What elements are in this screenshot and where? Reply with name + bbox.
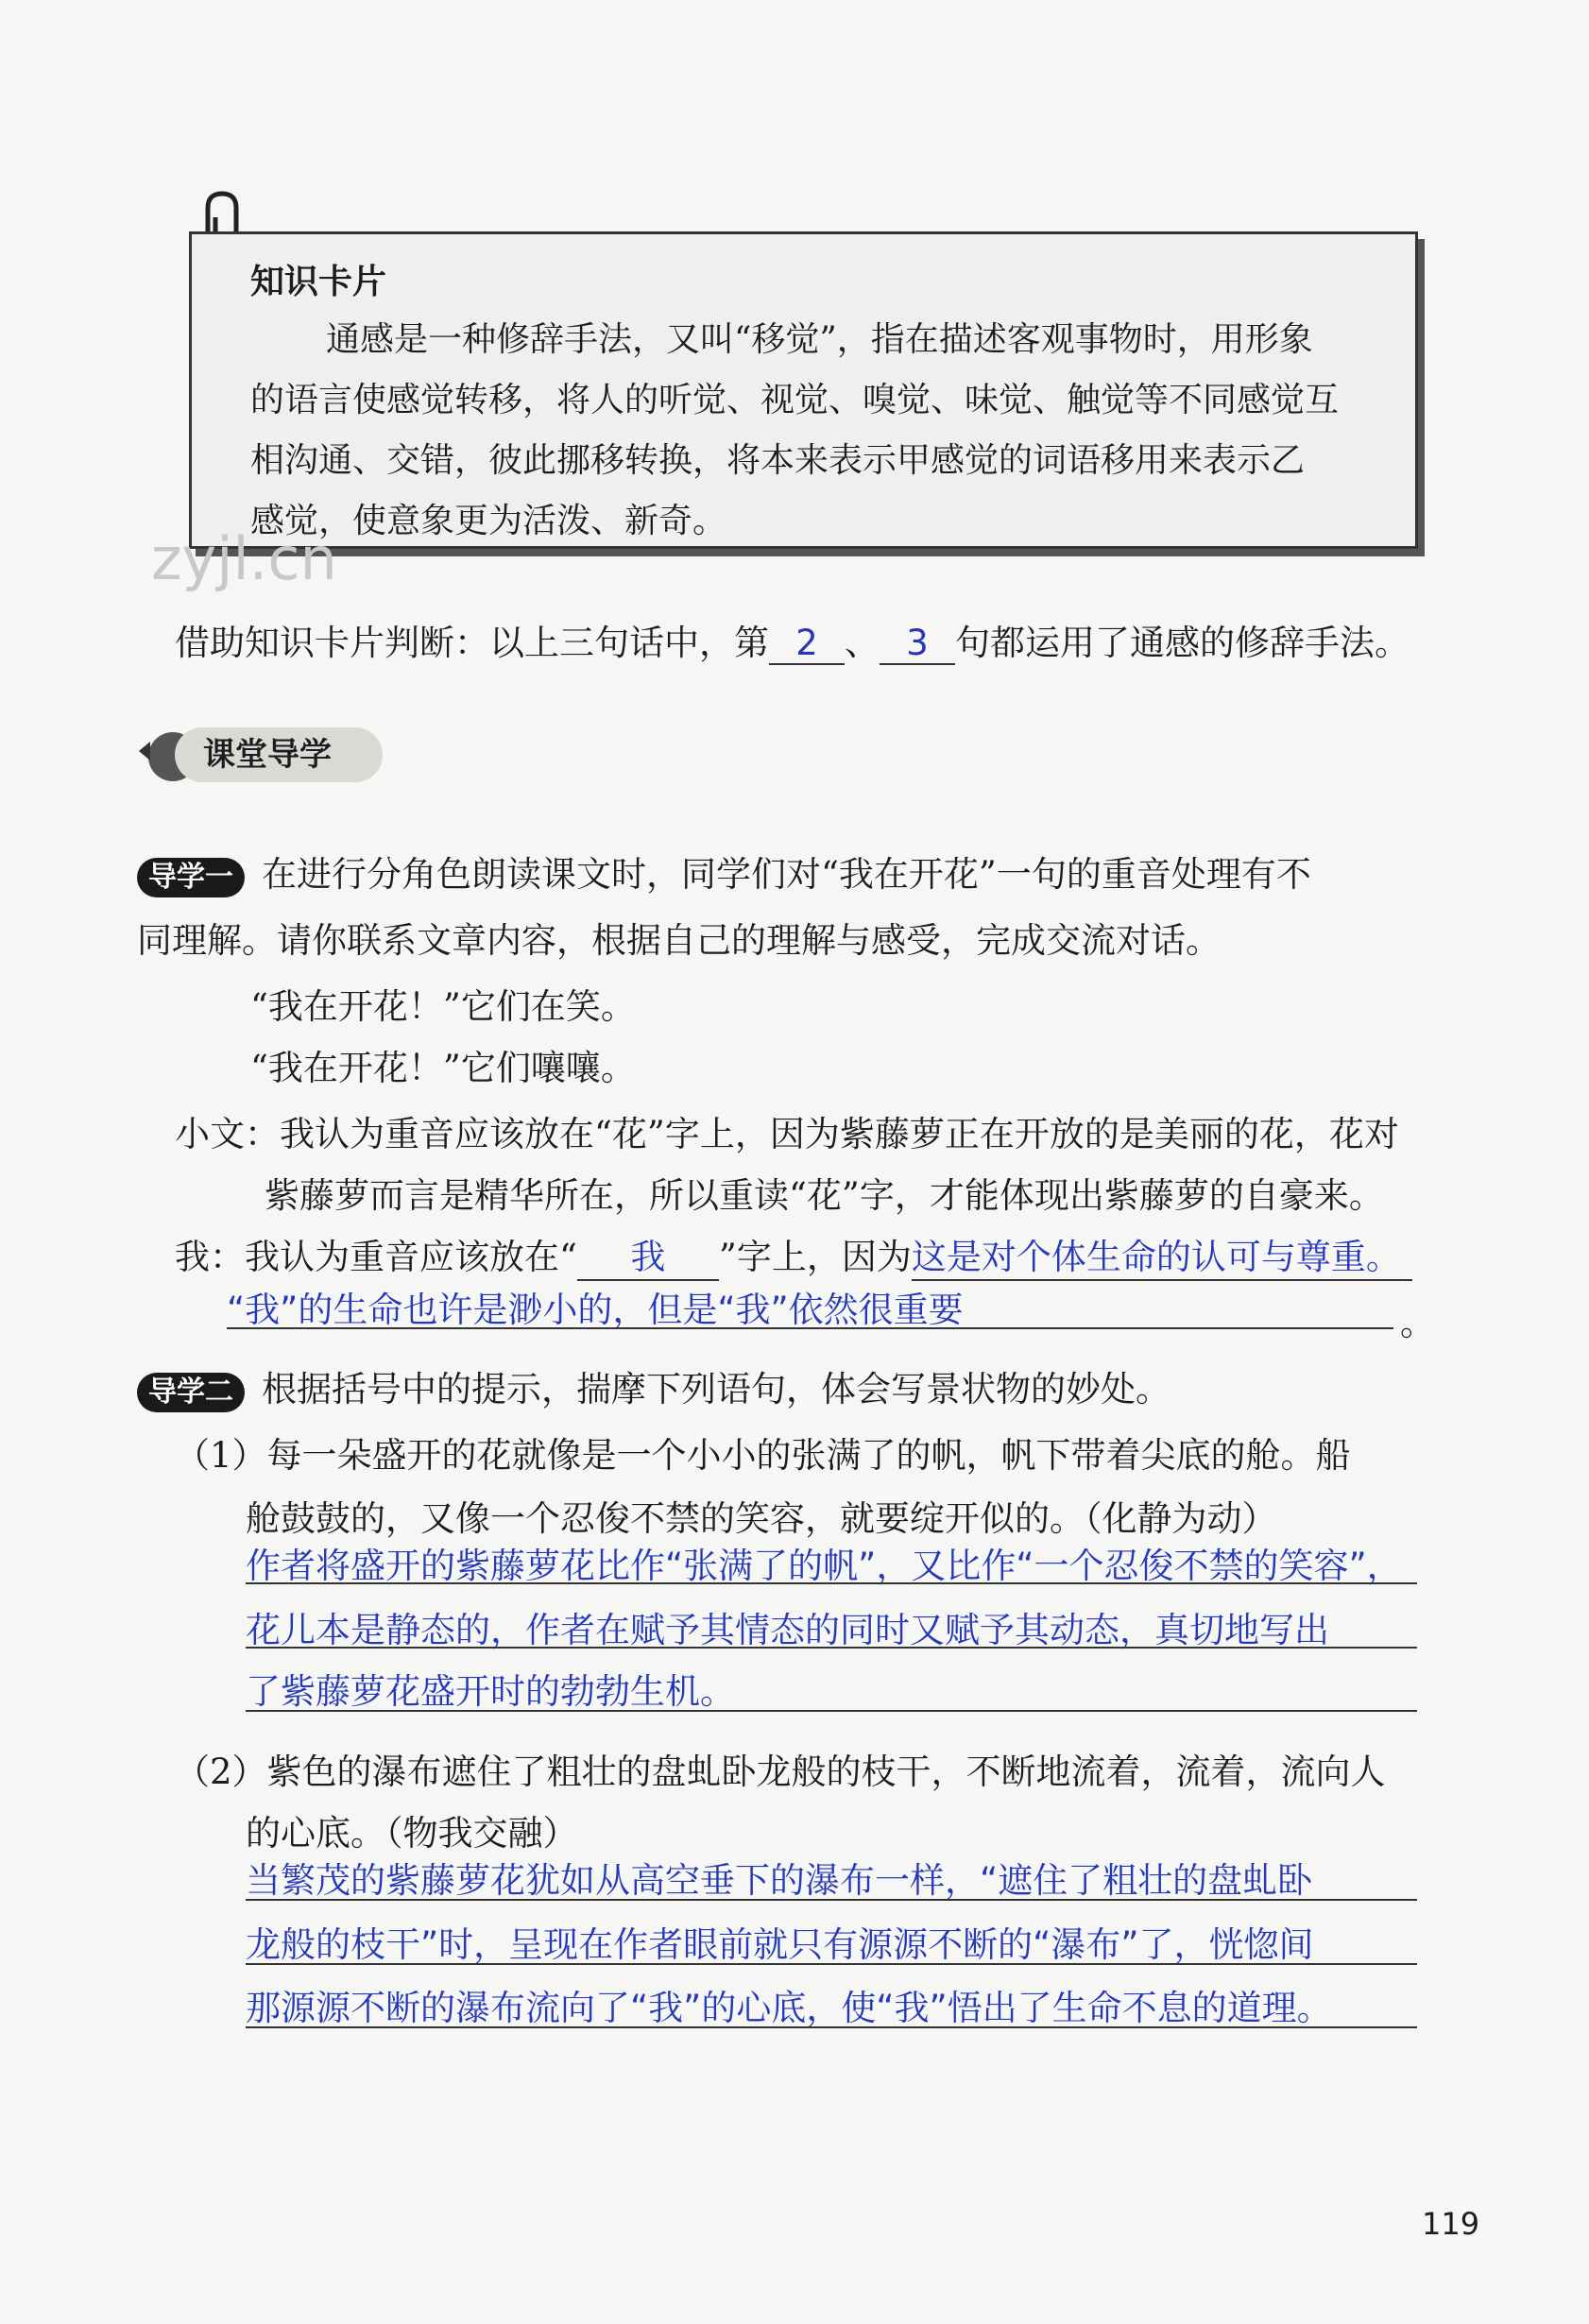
guide1-text: 在进行分角色朗读课文时，同学们对“我在开花”一句的重音处理有不 bbox=[262, 854, 1311, 895]
a1-line2: 花儿本是静态的，作者在赋予其情态的同时又赋予其动态，真切地写出 bbox=[246, 1610, 1329, 1650]
knowledge-card bbox=[189, 231, 1418, 549]
judge-answer-1: 2 bbox=[769, 623, 845, 665]
card-line: 通感是一种修辞手法，又叫“移觉”，指在描述客观事物时，用形象 bbox=[326, 320, 1313, 359]
judge-question bbox=[175, 614, 1410, 665]
a1-line3: 了紫藤萝花盛开时的勃勃生机。 bbox=[246, 1671, 735, 1712]
a1-line1: 作者将盛开的紫藤萝花比作“张满了的帆”，又比作“一个忍俊不禁的笑容”， bbox=[246, 1546, 1402, 1586]
xiaowen-line2: 紫藤萝而言是精华所在，所以重读“花”字，才能体现出紫藤萝的自豪来。 bbox=[265, 1175, 1384, 1216]
me-mid: ”字上，因为 bbox=[718, 1237, 912, 1277]
quote-1: “我在开花！”它们在笑。 bbox=[250, 986, 636, 1027]
judge-suffix: 句都运用了通感的修辞手法。 bbox=[955, 623, 1410, 663]
judge-sep: 、 bbox=[845, 623, 880, 663]
card-line: 的语言使感觉转移，将人的听觉、视觉、嗅觉、味觉、触觉等不同感觉互 bbox=[250, 381, 1340, 419]
me-reason-1: 这是对个体生命的认可与尊重。 bbox=[912, 1228, 1412, 1281]
me-reason-2: “我”的生命也许是渺小的，但是“我”依然很重要 bbox=[227, 1290, 964, 1330]
answer-line bbox=[246, 1899, 1417, 1901]
answer-line bbox=[246, 1963, 1417, 1965]
answer-line bbox=[246, 2026, 1417, 2028]
me-line1 bbox=[175, 1228, 1412, 1281]
me-answer: 我 bbox=[577, 1228, 719, 1281]
watermark: zyjl.cn bbox=[151, 524, 337, 593]
q2-line1: （2）紫色的瀑布遮住了粗壮的盘虬卧龙般的枝干，不断地流着，流着，流向人 bbox=[175, 1752, 1386, 1792]
card-body bbox=[250, 310, 1384, 552]
q1-line1: （1）每一朵盛开的花就像是一个小小的张满了的帆，帆下带着尖底的舱。船 bbox=[175, 1435, 1351, 1476]
card-title: 知识卡片 bbox=[250, 263, 387, 301]
guide2-intro: 根据括号中的提示，揣摩下列语句，体会写景状物的妙处。 bbox=[262, 1369, 1170, 1410]
a2-line3: 那源源不断的瀑布流向了“我”的心底，使“我”悟出了生命不息的道理。 bbox=[246, 1988, 1332, 2028]
guide2-tag: 导学二 bbox=[137, 1373, 245, 1412]
q2-line2: 的心底。（物我交融） bbox=[246, 1813, 578, 1854]
answer-line bbox=[246, 1710, 1417, 1712]
guide1-line2: 同理解。请你联系文章内容，根据自己的理解与感受，完成交流对话。 bbox=[137, 920, 1221, 961]
me-prefix: 我：我认为重音应该放在“ bbox=[175, 1237, 577, 1277]
a2-line2: 龙般的枝干”时，呈现在作者眼前就只有源源不断的“瀑布”了，恍惚间 bbox=[246, 1924, 1314, 1965]
answer-line bbox=[246, 1647, 1417, 1649]
quote-2: “我在开花！”它们嚷嚷。 bbox=[250, 1048, 636, 1088]
answer-line bbox=[227, 1327, 1393, 1329]
answer-line bbox=[246, 1582, 1417, 1584]
section-title: 课堂导学 bbox=[175, 727, 383, 782]
card-line: 相沟通、交错，彼此挪移转换，将本来表示甲感觉的词语移用来表示乙 bbox=[250, 441, 1306, 480]
judge-answer-2: 3 bbox=[880, 623, 955, 665]
judge-prefix: 借助知识卡片判断：以上三句话中，第 bbox=[175, 623, 769, 663]
a2-line1: 当繁茂的紫藤萝花犹如从高空垂下的瀑布一样，“遮住了粗壮的盘虬卧 bbox=[246, 1860, 1313, 1901]
guide1-tag: 导学一 bbox=[137, 858, 245, 897]
guide2-intro-line bbox=[137, 1360, 1170, 1412]
q1-line2: 舱鼓鼓的，又像一个忍俊不禁的笑容，就要绽开似的。（化静为动） bbox=[246, 1498, 1277, 1539]
section-header bbox=[137, 723, 383, 785]
page-number: 119 bbox=[1422, 2206, 1480, 2242]
card-line: 感觉，使意象更为活泼、新奇。 bbox=[250, 502, 727, 540]
guide1-line1 bbox=[137, 846, 1311, 897]
me-end: 。 bbox=[1400, 1303, 1435, 1343]
xiaowen-line1: 小文：我认为重音应该放在“花”字上，因为紫藤萝正在开放的是美丽的花，花对 bbox=[175, 1114, 1399, 1154]
